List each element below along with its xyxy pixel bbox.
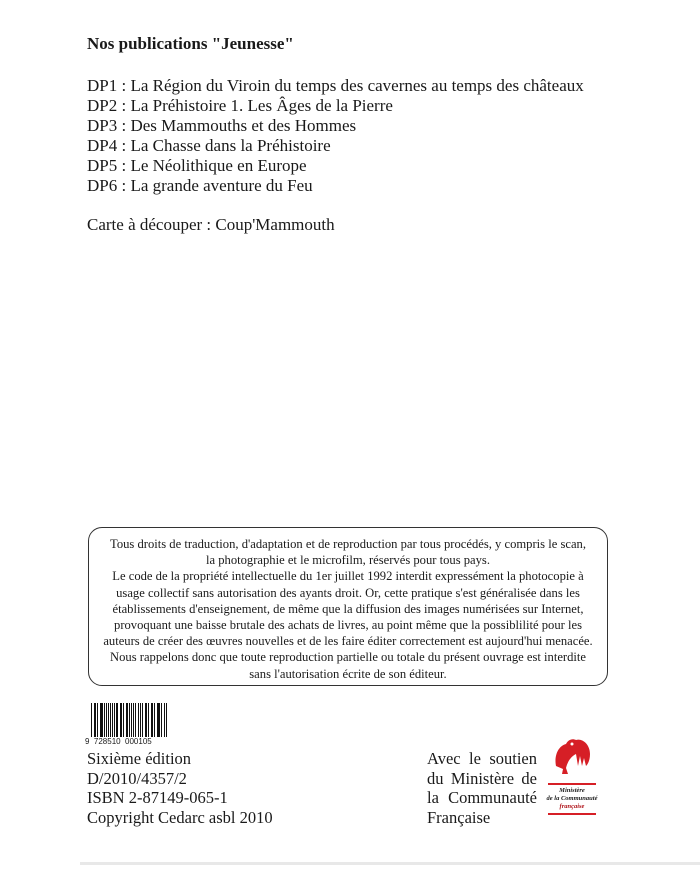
notice-line: Tous droits de traduction, d'adaptation et de reproduction par tous procédés, y compris le scan, [110, 537, 586, 551]
ministere-logo [542, 736, 602, 826]
barcode-bar [135, 703, 136, 737]
support-line: Française [427, 807, 491, 827]
carte-line: Carte à découper : Coup'Mammouth [87, 215, 335, 234]
barcode-bar [94, 703, 95, 737]
notice-line: établissements d'enseignement, de même que la diffusion des images numérisées sur Internet, [112, 601, 584, 616]
logo-rule [548, 813, 596, 815]
logo-line-3: française [559, 803, 585, 810]
notice-line: Nous rappelons donc que toute reproduction partielle ou totale du présent ouvrage est interdite [110, 650, 586, 665]
barcode-bar [164, 703, 165, 737]
list-item: DP2 : La Préhistoire 1. Les Âges de la Pierre [87, 96, 393, 115]
edition: Sixième édition [87, 749, 192, 768]
barcode-bar [142, 703, 143, 737]
notice-line: la photographie et le microfilm, réservés pour tous pays. [206, 553, 490, 568]
support-text [427, 749, 537, 827]
barcode-bar [154, 703, 155, 737]
barcode-bar [100, 703, 101, 737]
barcode-bar [97, 703, 98, 737]
list-item: DP4 : La Chasse dans la Préhistoire [87, 136, 331, 155]
barcode-bar [145, 703, 146, 737]
barcode-bar [116, 703, 118, 737]
barcode-bar [166, 703, 167, 737]
notice-line: sans l'autorisation écrite de son éditeur. [249, 666, 447, 681]
barcode-bar [106, 703, 107, 737]
barcode-bar [95, 703, 96, 737]
edition-info [87, 749, 273, 827]
barcode [85, 703, 167, 749]
barcode-bar [129, 703, 130, 737]
barcode-bar [151, 703, 152, 737]
barcode-bar [146, 703, 147, 737]
barcode-bar [101, 703, 103, 737]
logo-line-2: de la Communauté [546, 795, 598, 802]
barcode-bar [148, 703, 149, 737]
logo-line-1: Ministère [559, 787, 585, 794]
list-item: DP1 : La Région du Viroin du temps des cavernes au temps des châteaux [87, 76, 584, 95]
barcode-bar [127, 703, 128, 737]
barcode-digits: 9 728510 000105 [85, 737, 152, 746]
barcode-bar [157, 703, 158, 737]
barcode-bar [123, 703, 124, 737]
barcode-bar [104, 703, 105, 737]
barcode-bar [110, 703, 111, 737]
list-item: DP6 : La grande aventure du Feu [87, 176, 313, 195]
publications-heading: Nos publications "Jeunesse" [87, 34, 294, 53]
support-line: du Ministère de [427, 768, 537, 788]
notice-line: usage collectif sans autorisation des ayants droit. Or, cette pratique s'est généralisée dans les [116, 585, 580, 600]
legal-deposit: D/2010/4357/2 [87, 768, 187, 788]
list-item: DP5 : Le Néolithique en Europe [87, 156, 307, 175]
barcode-bar [152, 703, 153, 737]
support-line: la Communauté [427, 788, 537, 807]
rights-notice-box [88, 527, 608, 686]
isbn: ISBN 2-87149-065-1 [87, 788, 228, 807]
barcode-bar [138, 703, 139, 737]
barcode-bar [161, 703, 162, 737]
rooster-icon [550, 736, 594, 776]
publications-list [87, 76, 584, 196]
barcode-bar [131, 703, 132, 737]
barcode-bar [108, 703, 109, 737]
barcode-bar [121, 703, 122, 737]
barcode-bar [126, 703, 127, 737]
notice-line: provoquant une baisse brutale des achats de livres, au point même que la possiblilité pour les [114, 618, 582, 633]
list-item: DP3 : Des Mammouths et des Hommes [87, 116, 357, 135]
barcode-bar [91, 703, 92, 737]
barcode-bar [140, 703, 142, 737]
barcode-bars [91, 703, 167, 737]
barcode-bar [114, 703, 115, 737]
barcode-bar [158, 703, 160, 737]
logo-rule [548, 783, 596, 785]
notice-line: auteurs de créer des œuvres nouvelles et de les faire éditer correctement est aujourd'hui menacée. [103, 634, 593, 649]
barcode-bar [133, 703, 134, 737]
copyright: Copyright Cedarc asbl 2010 [87, 807, 273, 827]
scan-edge [80, 862, 700, 865]
barcode-bar [112, 703, 113, 737]
notice-line: Le code de la propriété intellectuelle du 1er juillet 1992 interdit expressément la photocopie à [112, 569, 584, 584]
support-line: Avec le soutien [427, 749, 537, 768]
barcode-bar [120, 703, 121, 737]
